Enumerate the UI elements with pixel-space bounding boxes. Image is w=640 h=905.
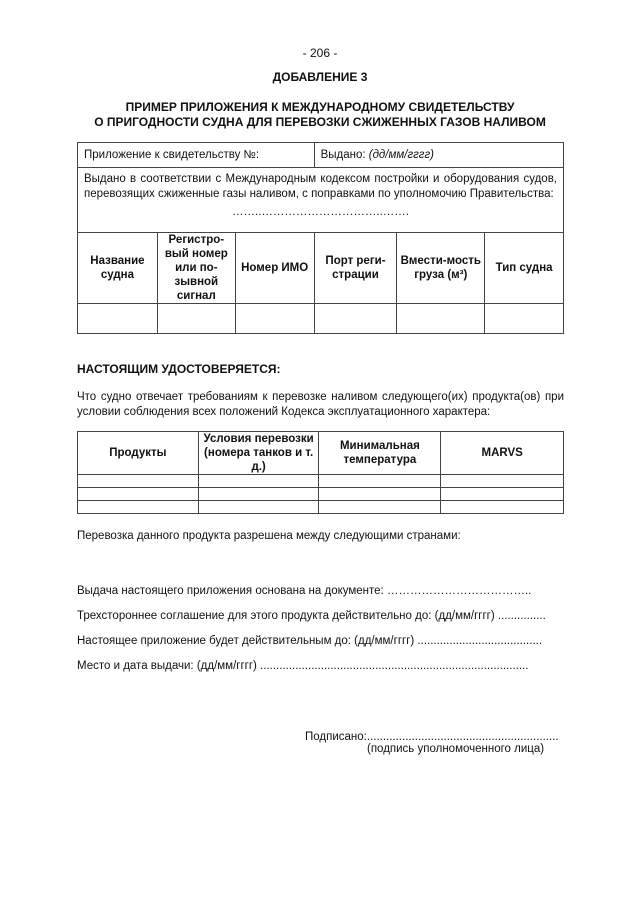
- title-line-1: ПРИМЕР ПРИЛОЖЕНИЯ К МЕЖДУНАРОДНОМУ СВИДЕТЕЛЬСТВУ: [125, 100, 515, 114]
- header-marvs: MARVS: [441, 432, 564, 475]
- table-row: [78, 501, 564, 514]
- tripartite-agreement-line: Трехстороннее соглашение для этого продукта действительно до: (дд/мм/гггг) ...............: [77, 610, 546, 622]
- certify-text: Что судно отвечает требованиям к перевозке наливом следующего(их) продукта(ов) при условии соблюдения всех положений Кодекса эксплуатационного характера:: [77, 391, 564, 418]
- issued-date-cell: [314, 143, 563, 168]
- ship-type-value: [485, 304, 564, 334]
- header-port-of-registry: Порт реги-страции: [314, 233, 397, 304]
- authority-dots: ……..…………………………..…….: [232, 206, 409, 218]
- table-row: [78, 488, 564, 501]
- countries-text: Перевозка данного продукта разрешена между следующими странами:: [77, 530, 461, 542]
- registration-number-value: [157, 304, 235, 334]
- table-row: [78, 475, 564, 488]
- header-ship-type: Тип судна: [485, 233, 564, 304]
- issued-date-format: (дд/мм/гггг): [368, 149, 434, 161]
- certify-heading: НАСТОЯЩИМ УДОСТОВЕРЯЕТСЯ:: [77, 362, 281, 376]
- header-carriage-conditions: Условия перевозки (номера танков и т. д.): [198, 432, 319, 475]
- port-of-registry-value: [314, 304, 397, 334]
- imo-number-value: [235, 304, 314, 334]
- issued-authority-text: Выдано в соответствии с Международным кодексом постройки и оборудования судов, перевозящих сжиженные газы наливом, с поправками по уполномочию Правительства:: [84, 173, 557, 200]
- basis-document-line: Выдача настоящего приложения основана на документе: ………………………………..: [77, 585, 532, 597]
- signed-line: Подписано:............................................................: [305, 731, 559, 743]
- page-number: - 206 -: [302, 46, 338, 60]
- header-cargo-capacity: Вмести-мость груза (м³): [397, 233, 485, 304]
- document-title: [60, 100, 580, 130]
- products-table: [77, 431, 564, 514]
- issued-label: Выдано:: [320, 149, 366, 161]
- signature-caption: (подпись уполномоченного лица): [367, 743, 545, 755]
- title-line-2: О ПРИГОДНОСТИ СУДНА ДЛЯ ПЕРЕВОЗКИ СЖИЖЕННЫХ ГАЗОВ НАЛИВОМ: [94, 115, 546, 129]
- valid-until-line: Настоящее приложение будет действительным до: (дд/мм/гггг) .......................................: [77, 635, 543, 647]
- header-products: Продукты: [78, 432, 199, 475]
- header-min-temperature: Минимальная температура: [319, 432, 441, 475]
- annex-number-cell: [78, 143, 315, 168]
- header-imo-number: Номер ИМО: [235, 233, 314, 304]
- cargo-capacity-value: [397, 304, 485, 334]
- issued-authority-cell: [78, 168, 564, 233]
- ship-details-table: [77, 142, 564, 334]
- place-date-line: Место и дата выдачи: (дд/мм/гггг) ....................................................................................: [77, 660, 529, 672]
- header-registration-number: Регистро-вый номер или по-зывной сигнал: [157, 233, 235, 304]
- appendix-title: ДОБАВЛЕНИЕ 3: [272, 70, 368, 84]
- annex-number-label: Приложение к свидетельству №:: [84, 149, 260, 161]
- ship-name-value: [78, 304, 158, 334]
- header-ship-name: Название судна: [78, 233, 158, 304]
